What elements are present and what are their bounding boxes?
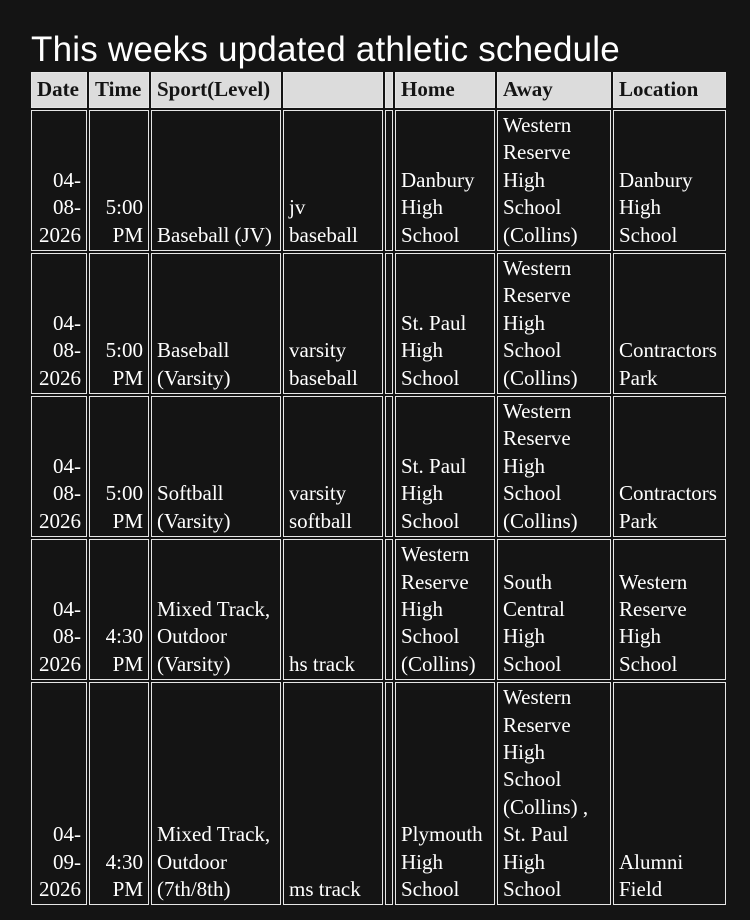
time-cell: 4:30 PM xyxy=(89,539,149,680)
time-cell: 5:00 PM xyxy=(89,396,149,537)
home-cell: Western Reserve High School (Collins) xyxy=(395,539,495,680)
header-row xyxy=(31,72,726,108)
page-title: This weeks updated athletic schedule xyxy=(31,30,620,69)
header-blank xyxy=(283,72,383,108)
location-cell: Western Reserve High School xyxy=(613,539,726,680)
table-row xyxy=(31,253,726,394)
table-row xyxy=(31,539,726,680)
type-cell: varsity baseball xyxy=(283,253,383,394)
location-cell: Alumni Field xyxy=(613,682,726,905)
away-cell: Western Reserve High School (Collins) xyxy=(497,396,611,537)
header-away: Away xyxy=(497,72,611,108)
sport-cell: Baseball (Varsity) xyxy=(151,253,281,394)
home-cell: Danbury High School xyxy=(395,110,495,251)
spacer-cell xyxy=(385,396,393,537)
type-cell: hs track xyxy=(283,539,383,680)
sport-cell: Mixed Track, Outdoor (Varsity) xyxy=(151,539,281,680)
location-cell: Danbury High School xyxy=(613,110,726,251)
spacer-cell xyxy=(385,682,393,905)
type-cell: jv baseball xyxy=(283,110,383,251)
sport-cell: Mixed Track, Outdoor (7th/8th) xyxy=(151,682,281,905)
header-home: Home xyxy=(395,72,495,108)
time-cell: 4:30 PM xyxy=(89,682,149,905)
date-cell: 04-08-2026 xyxy=(31,110,87,251)
away-cell: South Central High School xyxy=(497,539,611,680)
spacer-cell xyxy=(385,539,393,680)
away-cell: Western Reserve High School (Collins) xyxy=(497,253,611,394)
table-row xyxy=(31,396,726,537)
type-cell: ms track xyxy=(283,682,383,905)
location-cell: Contractors Park xyxy=(613,253,726,394)
location-cell: Contractors Park xyxy=(613,396,726,537)
table-row xyxy=(31,110,726,251)
home-cell: Plymouth High School xyxy=(395,682,495,905)
header-sport: Sport(Level) xyxy=(151,72,281,108)
sport-cell: Baseball (JV) xyxy=(151,110,281,251)
away-cell: Western Reserve High School (Collins) xyxy=(497,110,611,251)
home-cell: St. Paul High School xyxy=(395,396,495,537)
time-cell: 5:00 PM xyxy=(89,110,149,251)
table-row xyxy=(31,682,726,905)
date-cell: 04-08-2026 xyxy=(31,539,87,680)
spacer-cell xyxy=(385,253,393,394)
date-cell: 04-08-2026 xyxy=(31,253,87,394)
date-cell: 04-09-2026 xyxy=(31,682,87,905)
header-date: Date xyxy=(31,72,87,108)
away-cell: Western Reserve High School (Collins) , St. Paul High School xyxy=(497,682,611,905)
header-spacer xyxy=(385,72,393,108)
type-cell: varsity softball xyxy=(283,396,383,537)
schedule-table xyxy=(29,70,728,907)
sport-cell: Softball (Varsity) xyxy=(151,396,281,537)
header-time: Time xyxy=(89,72,149,108)
home-cell: St. Paul High School xyxy=(395,253,495,394)
date-cell: 04-08-2026 xyxy=(31,396,87,537)
header-location: Location xyxy=(613,72,726,108)
spacer-cell xyxy=(385,110,393,251)
time-cell: 5:00 PM xyxy=(89,253,149,394)
